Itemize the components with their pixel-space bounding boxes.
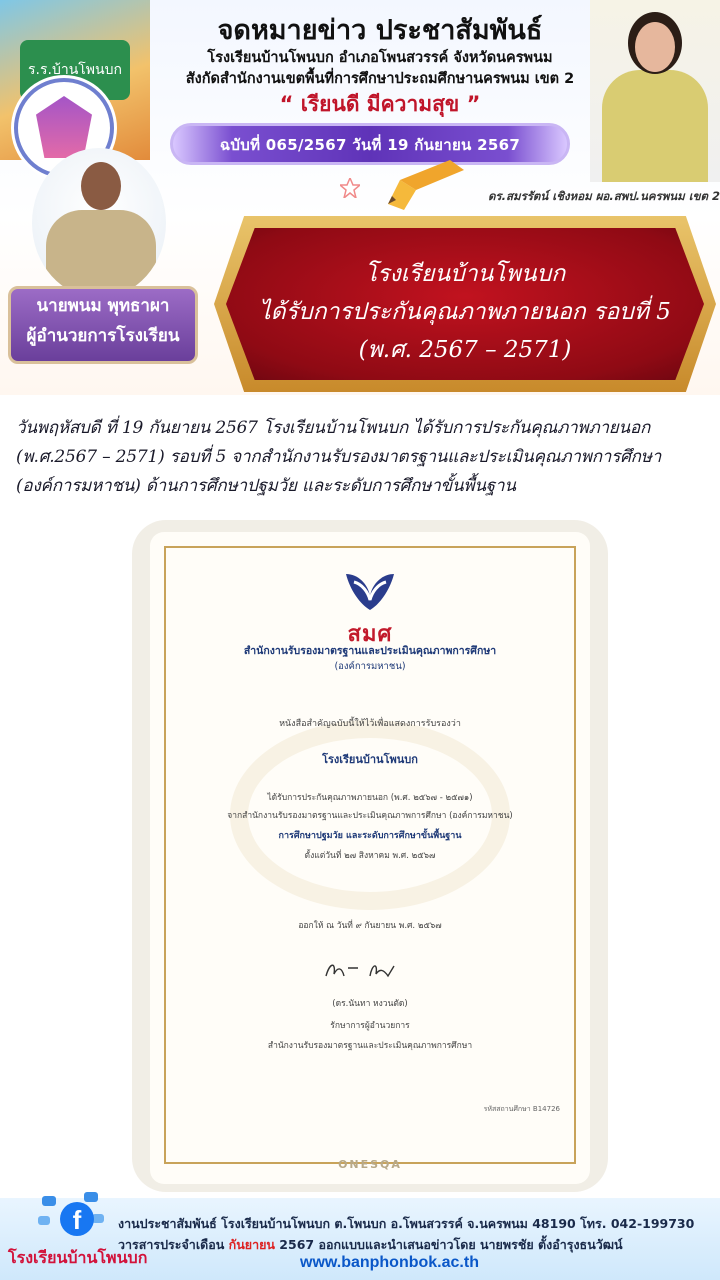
director-photo (590, 0, 720, 182)
certificate-org-type: (องค์การมหาชน) (334, 661, 406, 672)
footer-credit-suffix: 2567 ออกแบบและนำเสนอข่าวโดย นายพรชัย ตั้งอำรุงธนวัฒน์ (274, 1237, 623, 1252)
signature (318, 958, 418, 982)
headline-line-2: ได้รับการประกันคุณภาพภายนอก รอบที่ 5 (259, 299, 671, 325)
certificate-org-name: สำนักงานรับรองมาตรฐานและประเมินคุณภาพการศึกษา (243, 645, 497, 657)
school-address-line: โรงเรียนบ้านโพนบก อำเภอโพนสวรรค์ จังหวัดนครพนม (207, 50, 553, 66)
news-paragraph: วันพฤหัสบดี ที่ 19 กันยายน 2567 โรงเรียนบ้านโพนบก ได้รับการประกันคุณภาพภายนอก (พ.ศ.2567 – 2571) รอบที่ 5 จากสำนักงานรับรองมาตรฐานและประเมินคุณภาพการศึกษา (องค์การมหาชน) ด้านการศึกษาปฐมวัย และระดับการศึกษาขั้นพื้นฐาน (16, 418, 662, 496)
certificate-signer-role: รักษาการผู้อำนวยการ (330, 1021, 410, 1031)
certificate-logo-text: สมศ (347, 622, 393, 647)
slogan: “ เรียนดี มีความสุข ” (279, 92, 481, 116)
certificate-line-4: ตั้งแต่วันที่ ๒๗ สิงหาคม พ.ศ. ๒๕๖๗ (304, 851, 436, 861)
certificate-brand: ONESQA (338, 1158, 402, 1171)
banner-sign: ร.ร.บ้านโพนบก (20, 40, 130, 100)
star-decoration (340, 178, 360, 198)
newsletter-title: จดหมายข่าว ประชาสัมพันธ์ (217, 15, 543, 46)
footer-credit-line (118, 1235, 718, 1255)
certificate-signer-org: สำนักงานรับรองมาตรฐานและประเมินคุณภาพการศึกษา (267, 1041, 473, 1051)
certificate-code: รหัสสถานศึกษา B14726 (483, 1105, 560, 1113)
footer-month: กันยายน (228, 1237, 275, 1252)
principal-photo (32, 148, 166, 298)
certificate-line-3: การศึกษาปฐมวัย และระดับการศึกษาขั้นพื้นฐาน (278, 831, 462, 841)
certificate-issued-date: ออกให้ ณ วันที่ ๙ กันยายน พ.ศ. ๒๕๖๗ (298, 921, 442, 931)
headline-line-3: (พ.ศ. 2567 – 2571) (358, 337, 572, 363)
certificate-line-2: จากสำนักงานรับรองมาตรฐานและประเมินคุณภาพการศึกษา (องค์การมหาชน) (227, 811, 513, 821)
footer-contact-line: งานประชาสัมพันธ์ โรงเรียนบ้านโพนบก ต.โพนบก อ.โพนสวรรค์ จ.นครพนม 48190 โทร. 042-199730 (118, 1216, 695, 1231)
principal-role: ผู้อำนวยการโรงเรียน (26, 326, 180, 346)
certificate-certify-line: หนังสือสำคัญฉบับนี้ให้ไว้เพื่อแสดงการรับรองว่า (279, 719, 461, 729)
office-line: สังกัดสำนักงานเขตพื้นที่การศึกษาประถมศึกษานครพนม เขต 2 (185, 71, 575, 87)
certificate-school: โรงเรียนบ้านโพนบก (322, 753, 418, 766)
director-caption: ดร.สมรรัตน์ เชิงหอม ผอ.สพป.นครพนม เขต 2 (487, 189, 720, 203)
website-link[interactable]: www.banphonbok.ac.th (300, 1254, 479, 1271)
smk-logo (340, 570, 400, 614)
facebook-icon[interactable]: f (60, 1202, 94, 1236)
footer-credit-prefix: วารสารประจำเดือน (118, 1237, 229, 1252)
principal-name: นายพนม พุทธาผา (36, 296, 170, 316)
certificate-signer: (ดร.นันทา หงวนตัด) (332, 999, 408, 1009)
headline-line-1: โรงเรียนบ้านโพนบก (364, 261, 566, 287)
pencil-decoration (380, 160, 470, 210)
issue-number: ฉบับที่ 065/2567 วันที่ 19 กันยายน 2567 (219, 136, 521, 154)
certificate-line-1: ได้รับการประกันคุณภาพภายนอก (พ.ศ. ๒๕๖๗ - ๒๕๗๑) (267, 793, 473, 803)
footer-school-name: โรงเรียนบ้านโพนบก (8, 1250, 148, 1267)
